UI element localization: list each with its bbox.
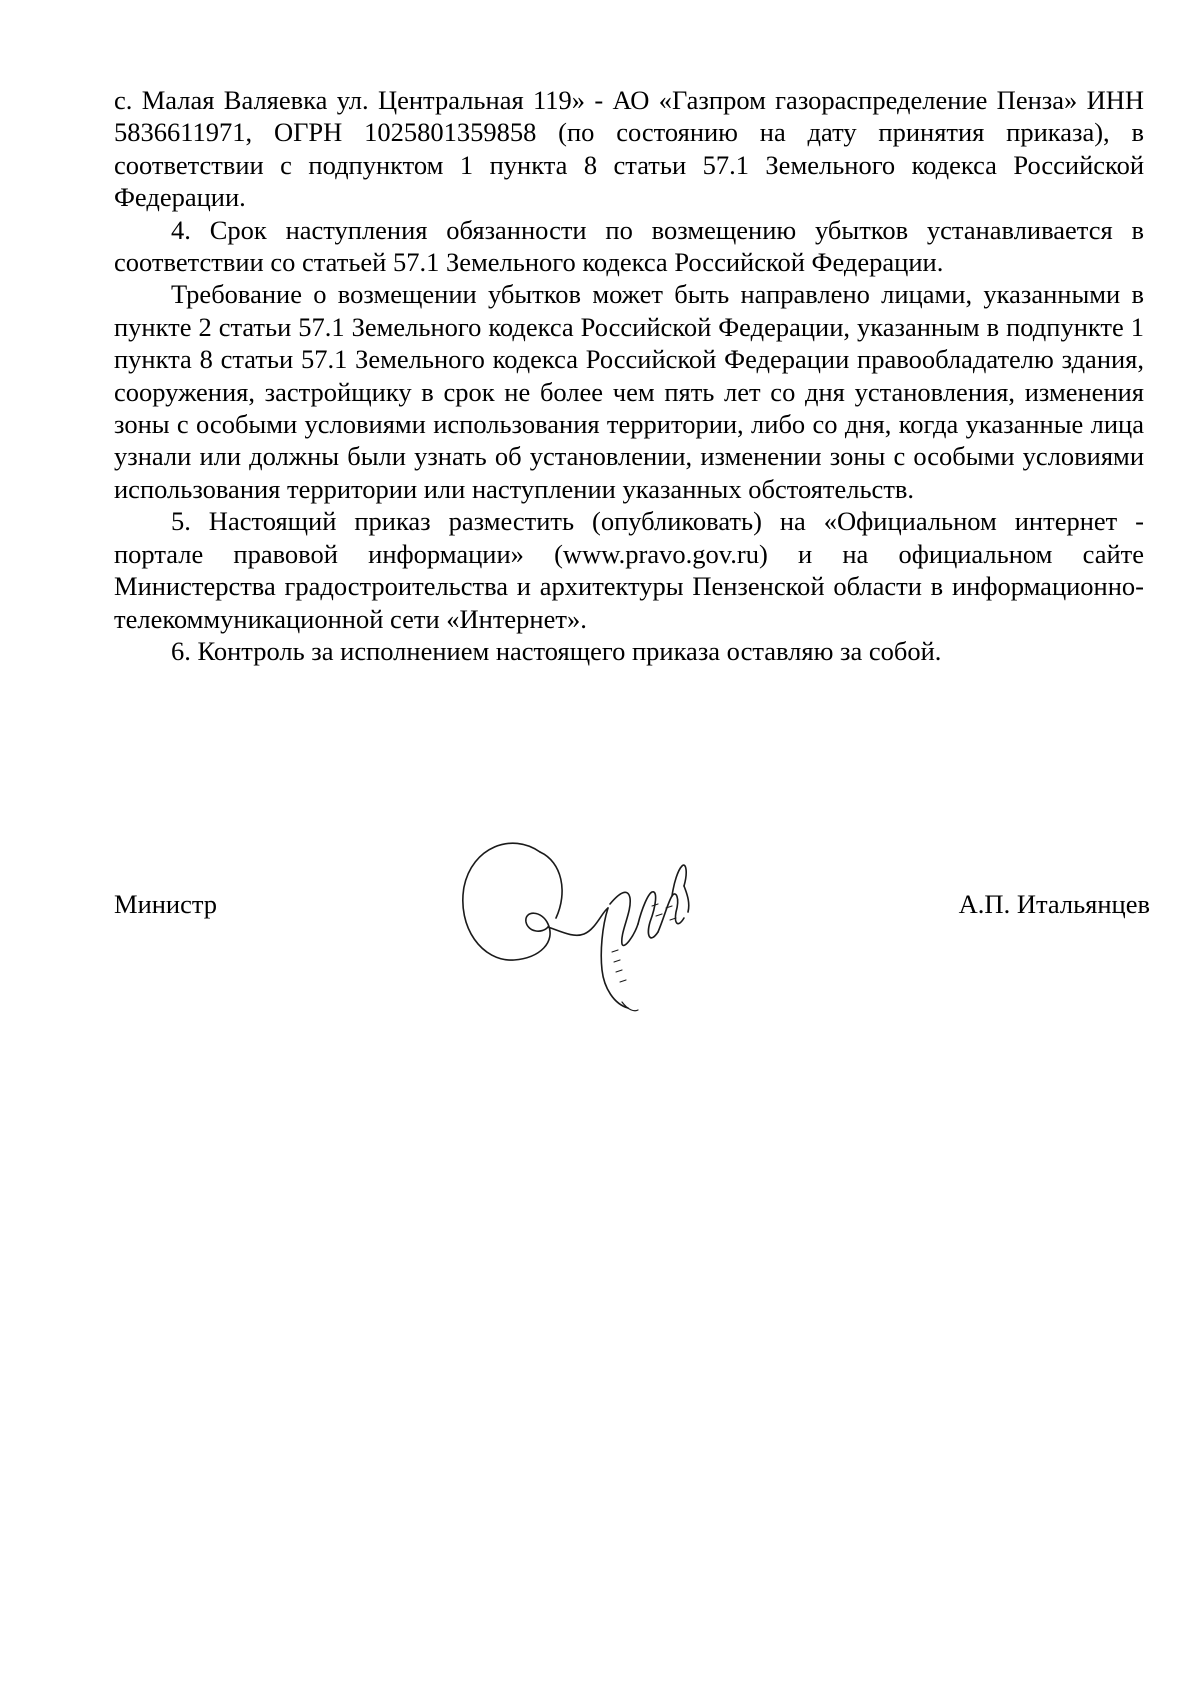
paragraph-item-4: 4. Срок наступления обязанности по возмещению убытков устанавливается в соответствии со статьей 57.1 Земельного кодекса Российской Федерации. xyxy=(114,214,1144,278)
signatory-title: Министр xyxy=(114,889,218,919)
paragraph-item-6: 6. Контроль за исполнением настоящего приказа оставляю за собой. xyxy=(171,635,942,666)
signatory-name: А.П. Итальянцев xyxy=(958,889,1150,919)
paragraph-item-5: 5. Настоящий приказ разместить (опубликовать) на «Официальном интернет - портале правовой информации» (www.pravo.gov.ru) и на официальном сайте Министерства градостроительства и архитектуры Пензенской области в информационно-телекоммуникационной сети «Интернет». xyxy=(114,506,1144,634)
document-body xyxy=(114,84,1144,667)
handwritten-signature xyxy=(452,832,722,1012)
paragraph-address: с. Малая Валяевка ул. Центральная 119» - АО «Газпром газораспределение Пенза» ИНН 5836611971, ОГРН 1025801359858 (по состоянию на дату принятия приказа), в соответствии с подпунктом 1 пункта 8 статьи 57.1 Земельного кодекса Российской Федерации. xyxy=(114,85,1144,213)
paragraph-claim-requirement: Требование о возмещении убытков может быть направлено лицами, указанными в пункте 2 статьи 57.1 Земельного кодекса Российской Федерации, указанным в подпункте 1 пункта 8 статьи 57.1 Земельного кодекса Российской Федерации правообладателю здания, сооружения, застройщику в срок не более чем пять лет со дня установления, изменения зоны с особыми условиями использования территории, либо со дня, когда указанные лица узнали или должны были узнать об установлении, изменении зоны с особыми условиями использования территории или наступлении указанных обстоятельств. xyxy=(114,279,1144,504)
